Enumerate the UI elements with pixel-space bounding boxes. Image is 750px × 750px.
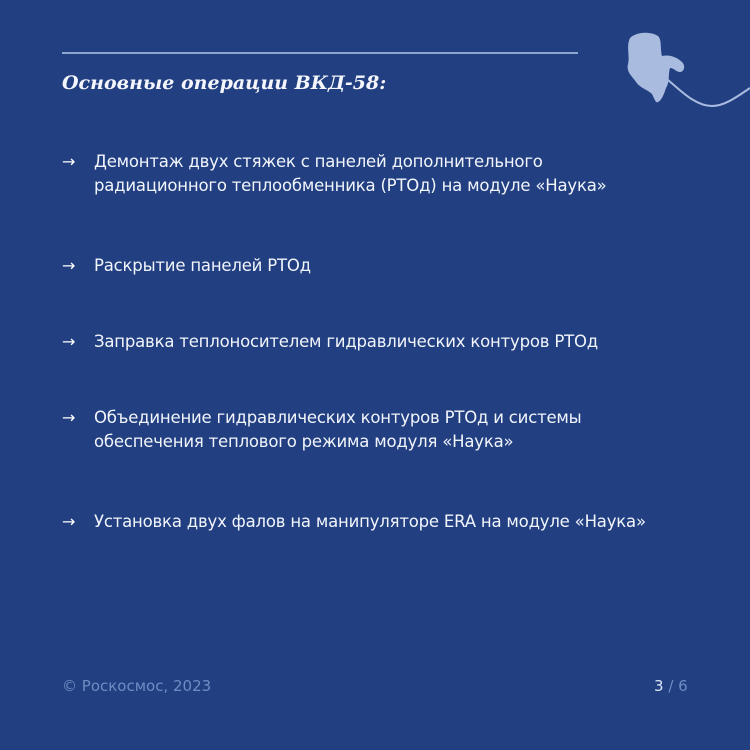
arrow-right-icon: →	[62, 332, 76, 351]
page-indicator	[654, 677, 688, 695]
top-divider	[62, 52, 578, 54]
page-separator: /	[663, 677, 679, 695]
astronaut-tether-icon	[600, 28, 750, 118]
operation-item	[62, 406, 582, 454]
arrow-right-icon: →	[62, 408, 76, 427]
operation-item	[62, 510, 646, 534]
page-current: 3	[654, 677, 664, 695]
arrow-right-icon: →	[62, 152, 76, 171]
operation-item	[62, 150, 607, 198]
operation-text-line2: обеспечения теплового режима модуля «Наука»	[94, 432, 514, 451]
operation-item	[62, 254, 311, 278]
operation-text-line1: Демонтаж двух стяжек с панелей дополнительного	[94, 152, 543, 171]
copyright-text: © Роскосмос, 2023	[62, 677, 212, 695]
page-total: 6	[678, 677, 688, 695]
operation-text-line1: Установка двух фалов на манипуляторе ERA на модуле «Наука»	[94, 512, 646, 531]
operation-text-line2: радиационного теплообменника (РТОд) на модуле «Наука»	[94, 176, 607, 195]
page-title: Основные операции ВКД-58:	[62, 72, 387, 94]
arrow-right-icon: →	[62, 512, 76, 531]
operation-item	[62, 330, 598, 354]
operation-text-line1: Заправка теплоносителем гидравлических контуров РТОд	[94, 332, 598, 351]
operation-text-line1: Раскрытие панелей РТОд	[94, 256, 311, 275]
arrow-right-icon: →	[62, 256, 76, 275]
operation-text-line1: Объединение гидравлических контуров РТОд и системы	[94, 408, 582, 427]
